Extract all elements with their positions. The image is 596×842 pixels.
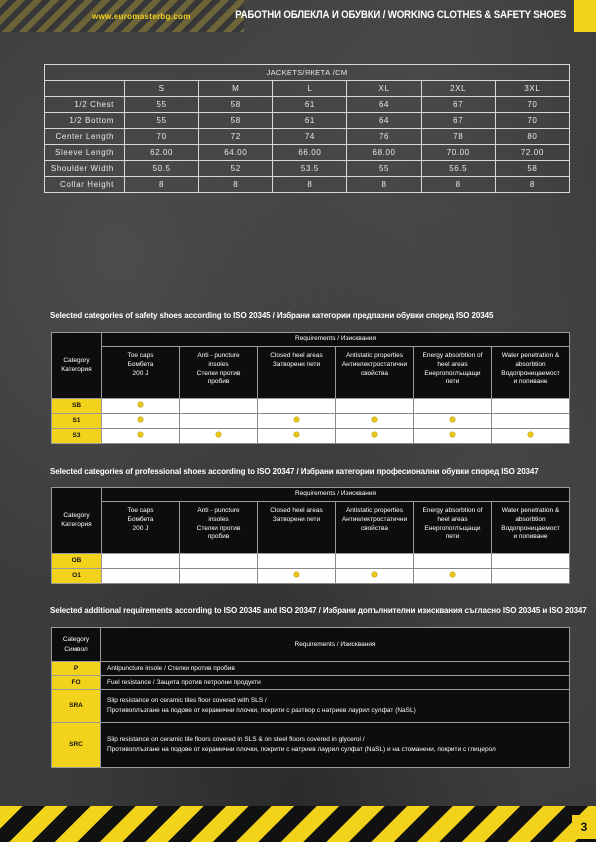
requirement-cell (492, 399, 570, 414)
requirement-header-line: Затворени пети (272, 360, 321, 368)
additional-header-row (52, 628, 570, 662)
size-header: L (273, 81, 347, 97)
page-header (0, 0, 596, 32)
category-header-text: Category (63, 356, 90, 364)
requirement-met-dot-icon (528, 432, 533, 437)
requirement-cell (492, 429, 570, 444)
requirement-header-line: Антиелектростатични (341, 515, 408, 523)
requirement-column-header (258, 502, 336, 554)
additional-requirement-row (52, 723, 570, 768)
measurement-value: 56.5 (421, 161, 495, 177)
measurement-value: 8 (421, 177, 495, 193)
requirement-header-line: Стелки против (196, 524, 241, 532)
size-header: S (125, 81, 199, 97)
category-row (52, 399, 570, 414)
measurement-value: 72 (199, 129, 273, 145)
measurement-value: 74 (273, 129, 347, 145)
measurement-value: 61 (273, 97, 347, 113)
requirement-cell (258, 429, 336, 444)
requirement-header-line: heel areas (437, 515, 468, 523)
requirement-header-line: Antistatic properties (345, 507, 404, 514)
requirement-cell (102, 569, 180, 584)
requirement-header-line: 200 J (132, 369, 149, 377)
requirement-header-line: heel areas (437, 360, 468, 368)
requirement-header-line: Water penetration & (501, 507, 560, 514)
description-line: Противоплъзгане на подове от керамични плочки, покрити с разтвор с натриев лаурил сулфат (NaSL) (107, 707, 416, 714)
requirement-header-line: Energy absorbtion of (422, 507, 483, 514)
requirement-header-line: пробив (207, 378, 230, 386)
measurement-value: 70 (495, 97, 569, 113)
requirement-column-header (336, 502, 414, 554)
requirement-cell (258, 569, 336, 584)
hazard-stripe-footer (0, 806, 596, 842)
measurement-value: 8 (199, 177, 273, 193)
size-header: M (199, 81, 273, 97)
requirement-header-line: Closed heel areas (270, 507, 323, 514)
measurement-value: 67 (421, 97, 495, 113)
requirement-cell (336, 554, 414, 569)
requirement-cell (336, 399, 414, 414)
requirement-cell (102, 554, 180, 569)
requirement-header-line: Антиелектростатични (341, 360, 408, 368)
measurement-value: 55 (125, 113, 199, 129)
requirement-met-dot-icon (138, 432, 143, 437)
requirement-cell (180, 399, 258, 414)
requirement-header-line: Водопроницаемост (501, 369, 560, 377)
measurement-label: 1/2 Chest (45, 97, 125, 113)
requirement-met-dot-icon (294, 432, 299, 437)
measurement-value: 70 (125, 129, 199, 145)
category-header-text: Категория (61, 365, 92, 373)
requirement-header-line: Anti - puncture (197, 507, 240, 514)
jacket-size-table (44, 64, 570, 193)
size-header: 3XL (495, 81, 569, 97)
requirement-columns-row (52, 502, 570, 554)
additional-requirement-row (52, 690, 570, 723)
requirement-column-header (336, 347, 414, 399)
requirement-met-dot-icon (450, 432, 455, 437)
requirement-symbol: FO (52, 676, 101, 690)
requirement-header-line: Бомбета (127, 360, 154, 368)
requirement-met-dot-icon (294, 572, 299, 577)
measurement-value: 58 (495, 161, 569, 177)
measurement-value: 58 (199, 113, 273, 129)
requirements-title-row (52, 488, 570, 502)
requirement-column-header (492, 502, 570, 554)
requirement-column-header (102, 502, 180, 554)
measurement-value: 58 (199, 97, 273, 113)
requirement-met-dot-icon (372, 572, 377, 577)
requirement-met-dot-icon (216, 432, 221, 437)
measurement-label: 1/2 Bottom (45, 113, 125, 129)
requirement-column-header (180, 347, 258, 399)
requirement-columns-row (52, 347, 570, 399)
requirement-cell (180, 569, 258, 584)
requirement-symbol: P (52, 662, 101, 676)
measurement-value: 8 (273, 177, 347, 193)
measurement-value: 80 (495, 129, 569, 145)
requirement-header-line: Енергопоглъщащи (424, 369, 481, 377)
category-row (52, 569, 570, 584)
requirement-header-line: пробив (207, 533, 230, 541)
requirement-cell (492, 554, 570, 569)
requirements-title: Requirements / Изисквания (102, 488, 570, 502)
requirement-column-header (102, 347, 180, 399)
page-title: РАБОТНИ ОБЛЕКЛА И ОБУВКИ / WORKING CLOTHES & SAFETY SHOES (234, 9, 566, 21)
measurement-value: 72.00 (495, 145, 569, 161)
additional-requirements-table (51, 627, 570, 768)
category-code: S3 (52, 429, 102, 444)
category-column-header (52, 333, 102, 399)
requirement-header-line: Водопроницаемост (501, 524, 560, 532)
requirement-cell (336, 569, 414, 584)
requirement-header-line: insoles (208, 360, 229, 368)
requirement-description (101, 723, 570, 768)
additional-requirement-row (52, 662, 570, 676)
requirements-title: Requirements / Изисквания (102, 333, 570, 347)
requirement-header-line: Toe caps (127, 507, 154, 514)
requirement-cell (414, 569, 492, 584)
category-code: SB (52, 399, 102, 414)
safety-shoes-heading: Selected categories of safety shoes according to ISO 20345 / Избрани категории предпазни обувки според ISO 20345 (50, 311, 494, 320)
measurement-value: 62.00 (125, 145, 199, 161)
measurement-value: 78 (421, 129, 495, 145)
requirement-cell (414, 554, 492, 569)
requirement-header-line: Energy absorbtion of (422, 352, 483, 359)
requirement-header-line: Antistatic properties (345, 352, 404, 359)
requirement-cell (336, 414, 414, 429)
measurement-value: 55 (347, 161, 421, 177)
requirement-cell (414, 429, 492, 444)
requirement-header-line: Бомбета (127, 515, 154, 523)
category-header-text: Категория (61, 520, 92, 528)
description-line: Fuel resistance / Защита против петролни продукти (107, 678, 261, 686)
category-code: OB (52, 554, 102, 569)
requirement-symbol: SRA (52, 690, 101, 723)
requirement-header-line: Water penetration & (501, 352, 560, 359)
size-table-row (45, 177, 570, 193)
additional-requirement-row (52, 676, 570, 690)
category-column-header (52, 488, 102, 554)
website-link[interactable]: www.euromasterbg.com (92, 12, 191, 21)
size-header: 2XL (421, 81, 495, 97)
measurement-value: 52 (199, 161, 273, 177)
requirement-cell (492, 569, 570, 584)
requirement-cell (258, 554, 336, 569)
requirement-symbol: SRC (52, 723, 101, 768)
measurement-value: 76 (347, 129, 421, 145)
measurement-value: 67 (421, 113, 495, 129)
requirement-header-line: Toe caps (127, 352, 154, 359)
category-row (52, 554, 570, 569)
requirement-cell (180, 554, 258, 569)
size-table-header-row (45, 81, 570, 97)
measurement-value: 8 (125, 177, 199, 193)
requirement-cell (102, 429, 180, 444)
size-table-title: JACKETS/ЯКЕТА /CM (45, 65, 570, 81)
category-header-text: Category (63, 511, 90, 519)
requirement-header-line: absorbtion (515, 515, 546, 523)
measurement-value: 55 (125, 97, 199, 113)
measurement-value: 53.5 (273, 161, 347, 177)
measurement-value: 68.00 (347, 145, 421, 161)
requirement-met-dot-icon (450, 417, 455, 422)
requirement-header-line: Anti - puncture (197, 352, 240, 359)
requirement-met-dot-icon (372, 432, 377, 437)
requirements-title-row (52, 333, 570, 347)
category-code: S1 (52, 414, 102, 429)
symbol-column-header (52, 628, 101, 662)
size-table-row (45, 97, 570, 113)
symbol-header-en: Category (62, 635, 90, 643)
requirement-met-dot-icon (138, 402, 143, 407)
requirement-column-header (258, 347, 336, 399)
requirement-met-dot-icon (138, 417, 143, 422)
requirement-cell (102, 414, 180, 429)
category-row (52, 429, 570, 444)
safety-shoes-table (51, 332, 570, 444)
size-header-empty (45, 81, 125, 97)
measurement-label: Shoulder Width (45, 161, 125, 177)
measurement-value: 70 (495, 113, 569, 129)
requirement-header-line: пети (445, 533, 460, 541)
additional-requirements-heading: Selected additional requirements according to ISO 20345 and ISO 20347 / Избрани допълнителни изисквания съгласно ISO 20345 и ISO 20347 (50, 606, 587, 615)
requirement-met-dot-icon (372, 417, 377, 422)
requirement-description (101, 662, 570, 676)
size-table-title-row (45, 65, 570, 81)
size-table-row (45, 129, 570, 145)
requirement-header-line: свойства (360, 524, 389, 532)
requirement-cell (336, 429, 414, 444)
requirement-header-line: пети (445, 378, 460, 386)
requirement-cell (258, 399, 336, 414)
measurement-label: Center Length (45, 129, 125, 145)
measurement-value: 64.00 (199, 145, 273, 161)
requirement-cell (492, 414, 570, 429)
requirement-header-line: и попиване (513, 378, 548, 386)
measurement-value: 8 (347, 177, 421, 193)
requirement-cell (414, 399, 492, 414)
requirement-header-line: Стелки против (196, 369, 241, 377)
category-code: O1 (52, 569, 102, 584)
requirement-column-header (180, 502, 258, 554)
requirement-cell (180, 414, 258, 429)
requirement-header-line: insoles (208, 515, 229, 523)
symbol-header-bg: Символ (64, 645, 88, 653)
measurement-label: Collar Height (45, 177, 125, 193)
requirement-header-line: и попиване (513, 533, 548, 541)
measurement-value: 50.5 (125, 161, 199, 177)
measurement-value: 66.00 (273, 145, 347, 161)
requirement-cell (414, 414, 492, 429)
requirement-column-header (414, 347, 492, 399)
requirement-cell (180, 429, 258, 444)
requirement-cell (258, 414, 336, 429)
header-yellow-tab (574, 0, 596, 32)
requirement-description (101, 690, 570, 723)
size-table-row (45, 113, 570, 129)
requirement-header-line: Closed heel areas (270, 352, 323, 359)
size-header: XL (347, 81, 421, 97)
requirement-header-line: 200 J (132, 524, 149, 532)
description-line: Antipuncture insole / Стелки против пробив (107, 664, 235, 672)
measurement-value: 8 (495, 177, 569, 193)
requirements-column-header: Requirements / Изисквания (101, 628, 570, 662)
requirement-cell (102, 399, 180, 414)
requirement-column-header (414, 502, 492, 554)
measurement-value: 70.00 (421, 145, 495, 161)
requirement-met-dot-icon (294, 417, 299, 422)
size-table-row (45, 161, 570, 177)
category-row (52, 414, 570, 429)
requirement-column-header (492, 347, 570, 399)
measurement-value: 61 (273, 113, 347, 129)
measurement-value: 64 (347, 113, 421, 129)
requirement-met-dot-icon (450, 572, 455, 577)
requirement-description (101, 676, 570, 690)
size-table-row (45, 145, 570, 161)
page-number: 3 (572, 815, 596, 839)
requirement-header-line: свойства (360, 369, 389, 377)
measurement-label: Sleeve Length (45, 145, 125, 161)
professional-shoes-table (51, 487, 570, 584)
measurement-value: 64 (347, 97, 421, 113)
requirement-header-line: Енергопоглъщащи (424, 524, 481, 532)
requirement-header-line: absorbtion (515, 360, 546, 368)
requirement-header-line: Затворени пети (272, 515, 321, 523)
description-line: Slip resistance on ceramic tile floors covered in SLS & on steel floors covered in glycerol / (107, 736, 365, 744)
description-line: Slip resistance on ceramic tiles floor covered with SLS / (107, 697, 267, 705)
description-line: Противоплъзгане на подове от керамични плочки, покрити с натриев лаурил сулфат (NaSL) и на стоманени, покрити с глицерол (107, 746, 496, 753)
professional-shoes-heading: Selected categories of professional shoes according to ISO 20347 / Избрани категории професионални обувки според ISO 20347 (50, 467, 539, 476)
